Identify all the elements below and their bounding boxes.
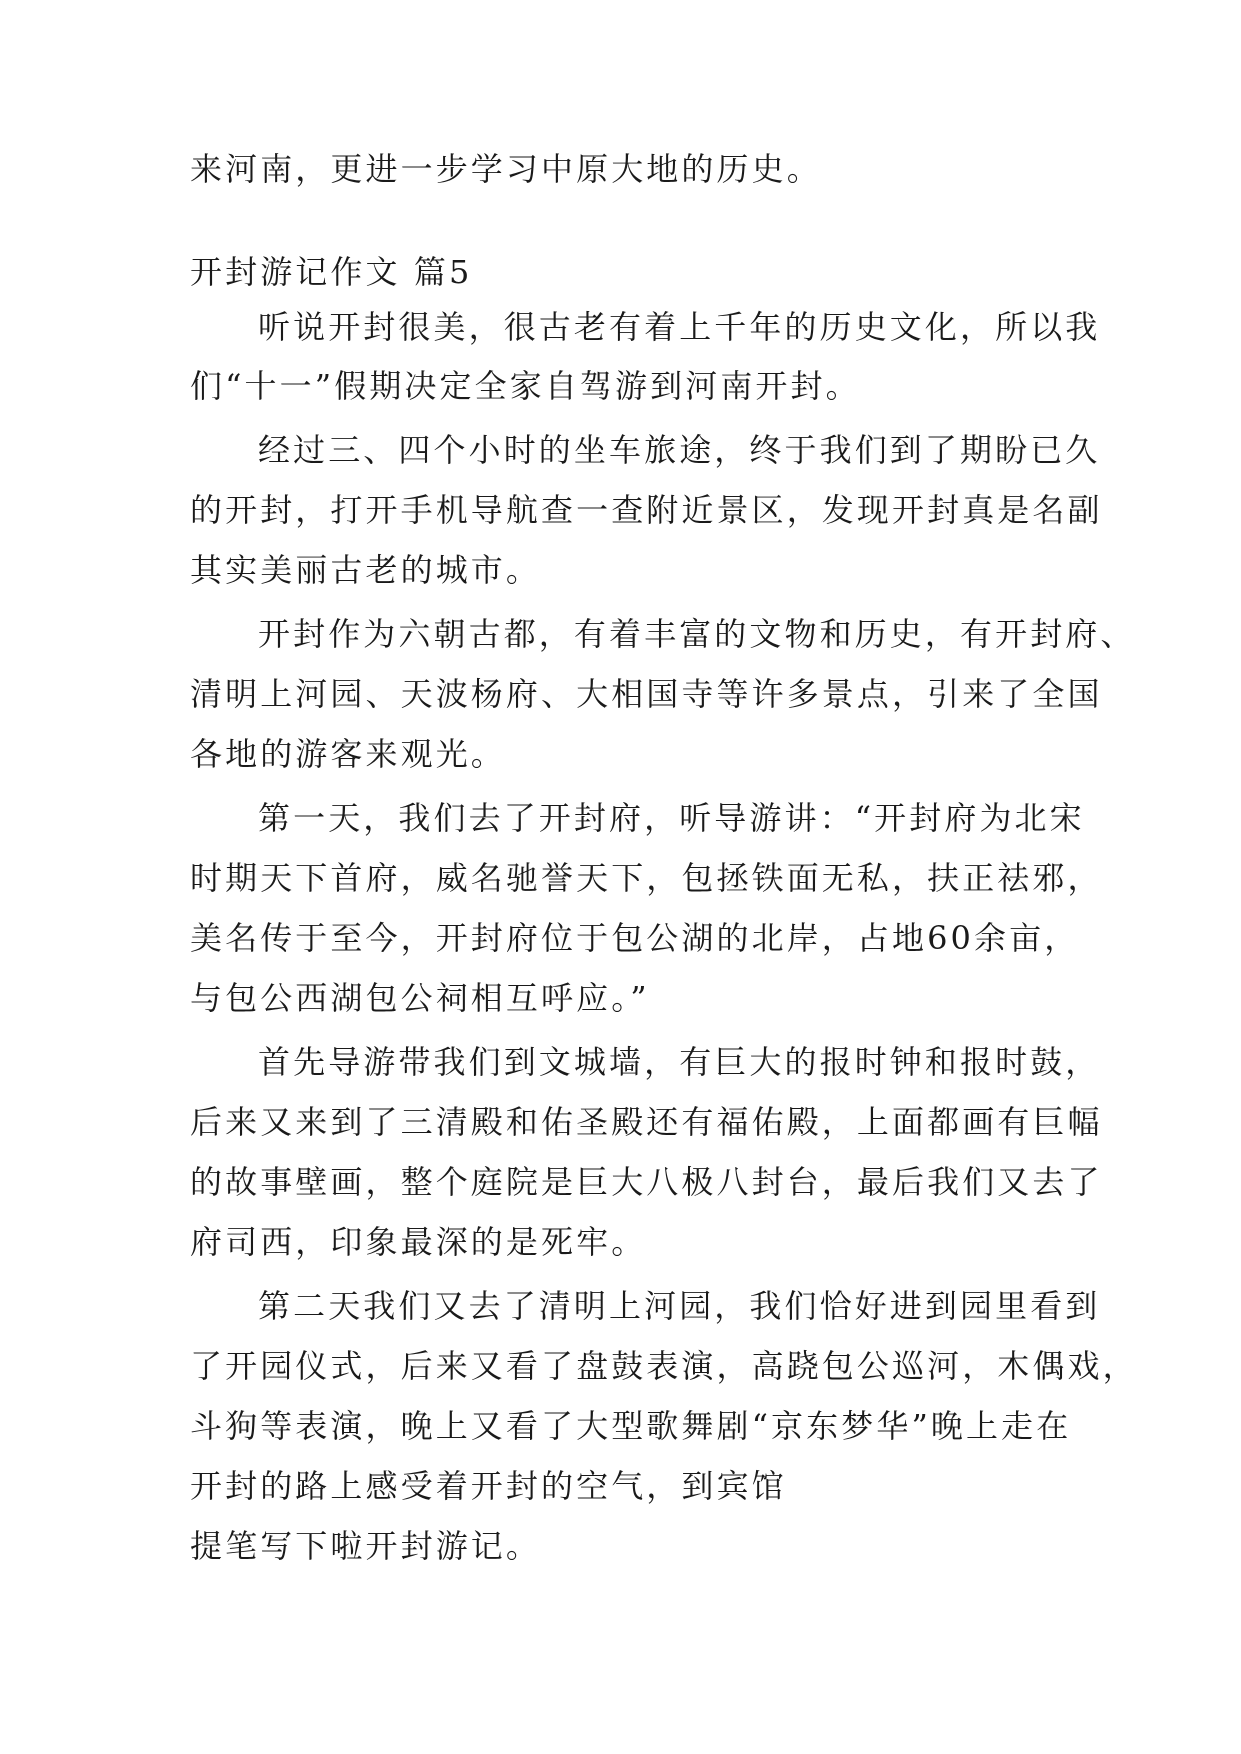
paragraph-line: 清明上河园、天波杨府、大相国寺等许多景点，引来了全国 (190, 675, 1103, 713)
section-heading: 开封游记作文 篇5 (190, 253, 473, 291)
paragraph-line: 斗狗等表演，晚上又看了大型歌舞剧“京东梦华”晚上走在 (190, 1407, 1072, 1445)
paragraph-line: 第二天我们又去了清明上河园，我们恰好进到园里看到 (258, 1287, 1101, 1325)
paragraph-line: 的故事壁画，整个庭院是巨大八极八封台，最后我们又去了 (190, 1163, 1103, 1201)
paragraph-line: 府司西，印象最深的是死牢。 (190, 1223, 647, 1261)
paragraph-line: 开封的路上感受着开封的空气，到宾馆 (190, 1467, 787, 1505)
paragraph-line: 了开园仪式，后来又看了盘鼓表演，高跷包公巡河，木偶戏， (190, 1347, 1138, 1385)
paragraph-line: 第一天，我们去了开封府，听导游讲：“开封府为北宋 (258, 799, 1085, 837)
paragraph-line: 经过三、四个小时的坐车旅途，终于我们到了期盼已久 (258, 431, 1101, 469)
paragraph-line: 与包公西湖包公祠相互呼应。” (190, 979, 650, 1017)
paragraph-line: 提笔写下啦开封游记。 (190, 1527, 542, 1565)
paragraph-line: 美名传于至今，开封府位于包公湖的北岸，占地60余亩， (190, 919, 1080, 957)
paragraph-line: 听说开封很美，很古老有着上千年的历史文化，所以我 (258, 308, 1101, 346)
paragraph-line: 们“十一”假期决定全家自驾游到河南开封。 (190, 367, 861, 405)
paragraph-line: 的开封，打开手机导航查一查附近景区，发现开封真是名副 (190, 491, 1103, 529)
paragraph-line: 后来又来到了三清殿和佑圣殿还有福佑殿，上面都画有巨幅 (190, 1103, 1103, 1141)
paragraph-line: 首先导游带我们到文城墙，有巨大的报时钟和报时鼓， (258, 1043, 1101, 1081)
paragraph-line: 各地的游客来观光。 (190, 735, 506, 773)
paragraph-line: 时期天下首府，威名驰誉天下，包拯铁面无私，扶正祛邪， (190, 859, 1103, 897)
paragraph-line: 其实美丽古老的城市。 (190, 551, 542, 589)
paragraph-line: 来河南，更进一步学习中原大地的历史。 (190, 150, 822, 188)
paragraph-line: 开封作为六朝古都，有着丰富的文物和历史，有开封府、 (258, 615, 1136, 653)
